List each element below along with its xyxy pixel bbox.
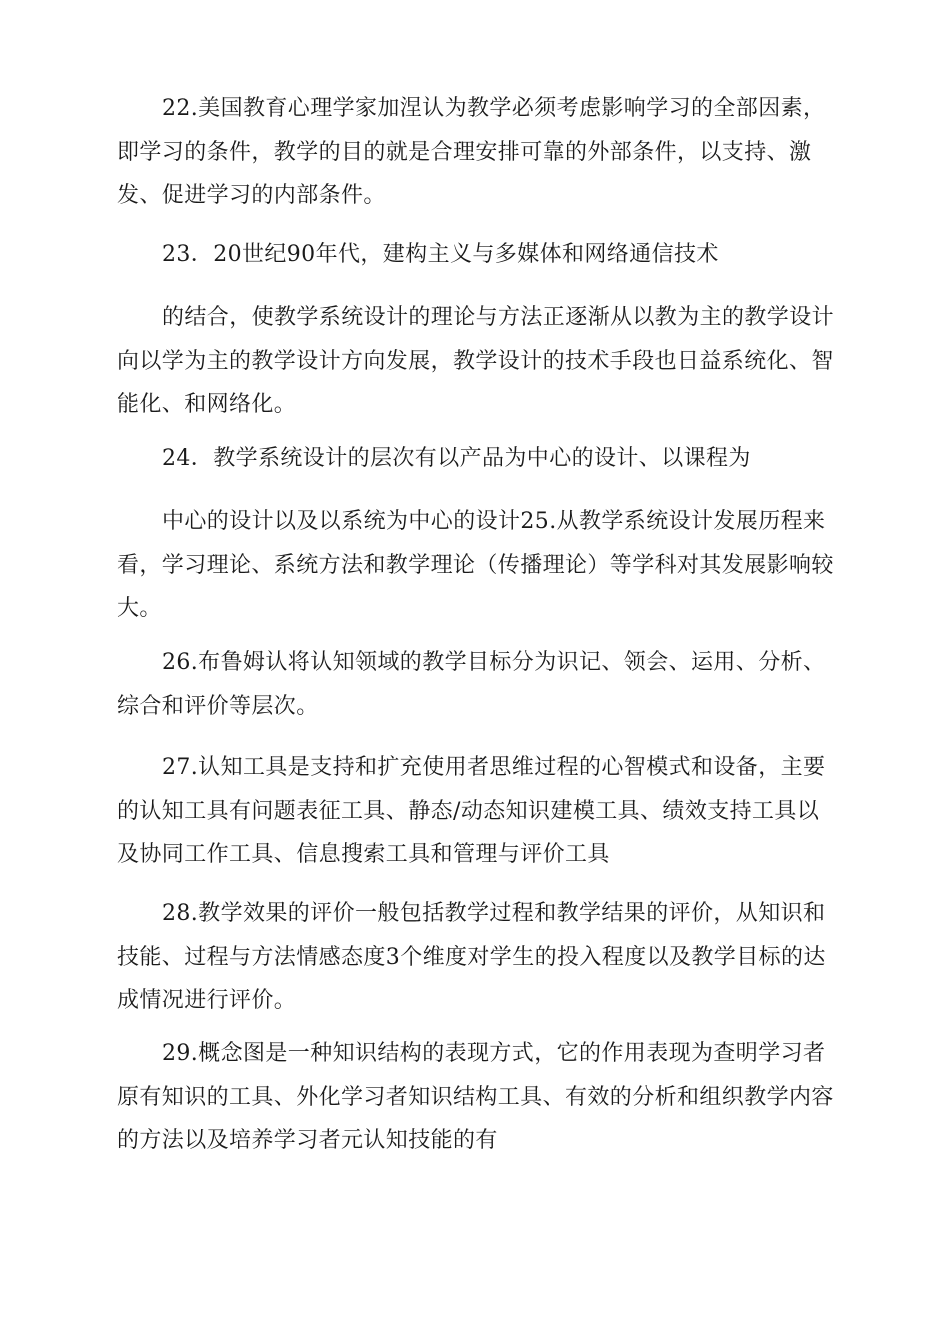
paragraph-24-heading: 24．教学系统设计的层次有以产品为中心的设计、以课程为 bbox=[162, 446, 751, 471]
paragraph-23-body: 的结合，使教学系统设计的理论与方法正逐渐从以教为主的教学设计向以学为主的教学设计方向发展，教学设计的技术手段也日益系统化、智能化、和网络化。 bbox=[117, 305, 835, 417]
paragraph-29: 29.概念图是一种知识结构的表现方式，它的作用表现为查明学习者原有知识的工具、外化学习者知识结构工具、有效的分析和组织教学内容的方法以及培养学习者元认知技能的有 bbox=[117, 1041, 834, 1153]
paragraph-28: 28.教学效果的评价一般包括教学过程和教学结果的评价，从知识和技能、过程与方法情感态度3个维度对学生的投入程度以及教学目标的达成情况进行评价。 bbox=[117, 901, 826, 1013]
paragraph-26: 26.布鲁姆认将认知领域的教学目标分为识记、领会、运用、分析、综合和评价等层次。 bbox=[117, 650, 826, 719]
paragraph-23-heading: 23．20世纪90年代，建构主义与多媒体和网络通信技术 bbox=[162, 242, 719, 267]
paragraph-24-25-body: 中心的设计以及以系统为中心的设计25.从教学系统设计发展历程来看，学习理论、系统方法和教学理论（传播理论）等学科对其发展影响较大。 bbox=[117, 509, 834, 621]
paragraph-27: 27.认知工具是支持和扩充使用者思维过程的心智模式和设备，主要的认知工具有问题表征工具、静态/动态知识建模工具、绩效支持工具以及协同工作工具、信息搜索工具和管理与评价工具 bbox=[117, 755, 826, 867]
paragraph-22: 22.美国教育心理学家加涅认为教学必须考虑影响学习的全部因素，即学习的条件，教学的目的就是合理安排可靠的外部条件，以支持、激发、促进学习的内部条件。 bbox=[117, 96, 826, 208]
